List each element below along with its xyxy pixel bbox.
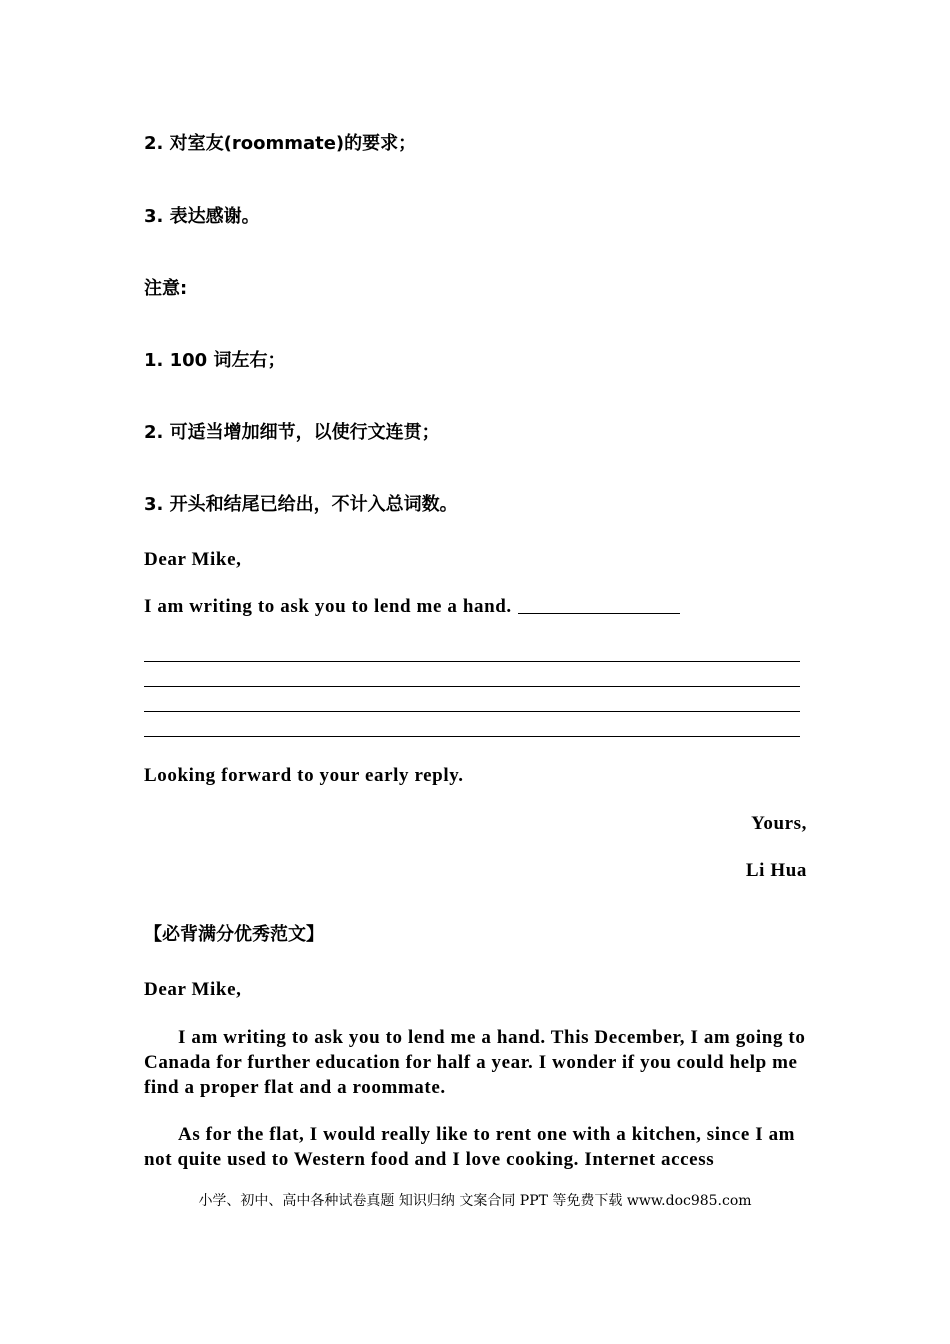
note-item-2: 2. 可适当增加细节，以使行文连贯；	[144, 422, 440, 443]
model-essay-heading: 【必背满分优秀范文】	[144, 924, 324, 945]
answer-blank-inline	[518, 613, 680, 614]
note-item-1: 1. 100 词左右；	[144, 350, 286, 371]
model-essay-paragraph-2: As for the flat, I would really like to rent one with a kitchen, since I am not quite used to Western food and I love cooking. Internet access	[144, 1124, 796, 1170]
model-essay-paragraph-1: I am writing to ask you to lend me a hand. This December, I am going to Canada for further education for half a year. I wonder if you could help me find a proper flat and a roommate.	[144, 1027, 806, 1098]
letter-signature: Li Hua	[745, 860, 807, 881]
answer-blank-line	[144, 736, 800, 737]
answer-blank-line	[144, 711, 800, 712]
page-footer: 小学、初中、高中各种试卷真题 知识归纳 文案合同 PPT 等免费下载 www.doc985.com	[198, 1193, 752, 1209]
requirement-item-2: 2. 对室友(roommate)的要求；	[144, 133, 417, 154]
letter-signoff: Yours,	[751, 813, 807, 834]
note-item-3: 3. 开头和结尾已给出，不计入总词数。	[144, 494, 458, 515]
letter-greeting: Dear Mike,	[144, 549, 242, 570]
letter-closing: Looking forward to your early reply.	[144, 765, 464, 786]
requirement-item-3: 3. 表达感谢。	[144, 206, 260, 227]
notes-heading: 注意:	[144, 278, 188, 299]
answer-blank-line	[144, 686, 800, 687]
letter-opening: I am writing to ask you to lend me a hand.	[144, 596, 512, 617]
model-essay-greeting: Dear Mike,	[144, 979, 242, 1000]
answer-blank-line	[144, 661, 800, 662]
letter-opening-line	[144, 596, 680, 618]
